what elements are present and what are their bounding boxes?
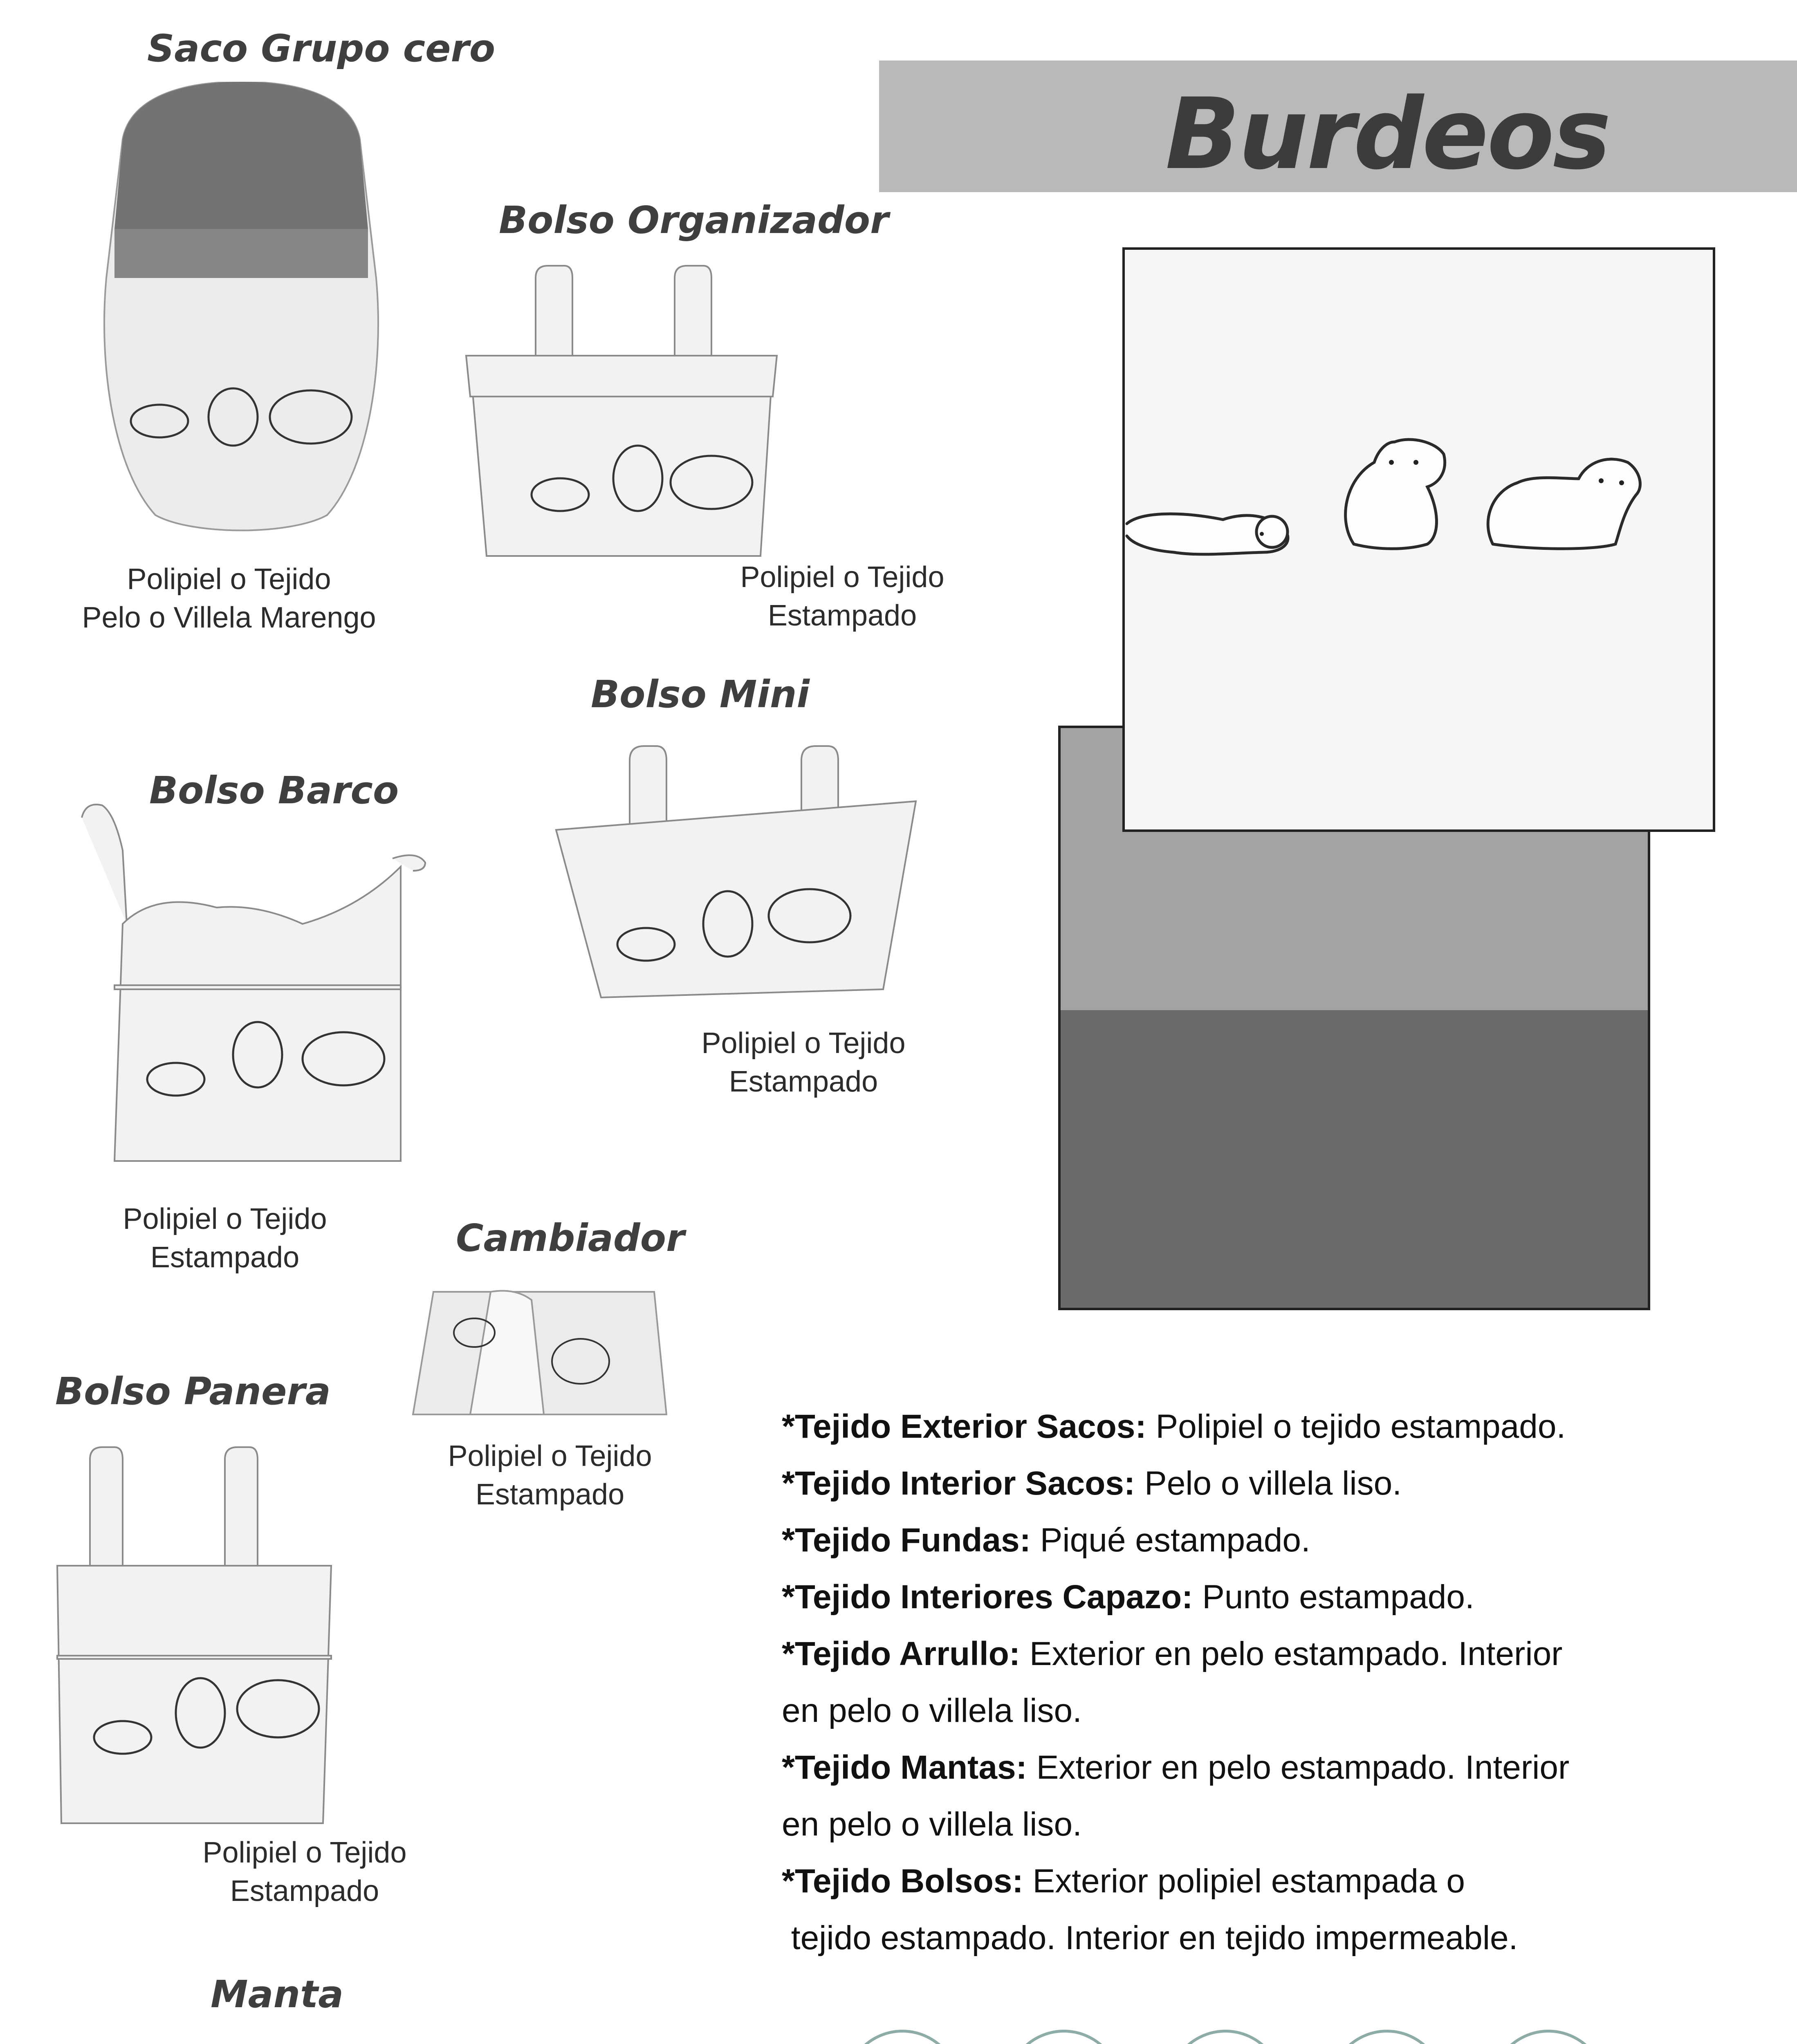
polar-bears-illustration [1125,250,1713,829]
product-image-bolso-organizador [462,262,781,564]
product-image-cambiador [409,1284,671,1423]
product-image-bolso-mini [552,744,920,1006]
spec-line-cont: tejido estampado. Interior en tejido impermeable. [782,1919,1518,1957]
spec-line: *Tejido Fundas: Piqué estampado. [782,1522,1310,1559]
product-image-saco [98,82,384,531]
product-caption-saco: Polipiel o Tejido Pelo o Villela Marengo [82,563,376,634]
fabric-swatch-print [1122,247,1715,832]
product-caption-cambiador: Polipiel o Tejido Estampado [448,1440,652,1511]
product-title-manta: Manta [211,1972,344,2016]
product-title-bolso-mini: Bolso Mini [591,672,810,716]
spec-line-cont: en pelo o villela liso. [782,1692,1082,1729]
color-name: Burdeos [1165,77,1610,191]
spec-line: *Tejido Interior Sacos: Pelo o villela liso. [782,1465,1402,1502]
product-title-bolso-barco: Bolso Barco [149,769,399,812]
cruelty-free-badge [1006,2030,1122,2044]
footprint-carbon-badge [1490,2030,1606,2044]
color-banner [879,61,1797,192]
gentle-on-skin-badge [1167,2030,1283,2044]
spec-line-cont: en pelo o villela liso. [782,1806,1082,1843]
spec-line: *Tejido Interiores Capazo: Punto estampado. [782,1578,1474,1616]
product-image-bolso-barco [74,801,442,1169]
product-caption-bolso-mini: Polipiel o Tejido Estampado [701,1027,906,1098]
product-caption-bolso-organizador: Polipiel o Tejido Estampado [740,561,944,632]
product-title-bolso-organizador: Bolso Organizador [499,198,889,242]
spec-line: *Tejido Arrullo: Exterior en pelo estampado. Interior [782,1635,1563,1672]
product-image-bolso-panera [53,1443,335,1827]
spec-line: *Tejido Mantas: Exterior en pelo estampado. Interior [782,1749,1570,1786]
product-title-cambiador: Cambiador [456,1216,685,1260]
eco-friendly-badge [844,2030,960,2044]
spec-line: *Tejido Exterior Sacos: Polipiel o tejido estampado. [782,1408,1566,1445]
spec-line: *Tejido Bolsos: Exterior polipiel estampada o [782,1862,1465,1900]
product-caption-bolso-barco: Polipiel o Tejido Estampado [123,1203,327,1274]
product-caption-bolso-panera: Polipiel o Tejido Estampado [202,1836,407,1907]
product-title-bolso-panera: Bolso Panera [55,1369,331,1413]
product-title-saco-grupo-cero: Saco Grupo cero [147,27,496,70]
recycled-fabrics-badge [1329,2030,1445,2044]
fabric-specifications [782,1398,1673,1966]
